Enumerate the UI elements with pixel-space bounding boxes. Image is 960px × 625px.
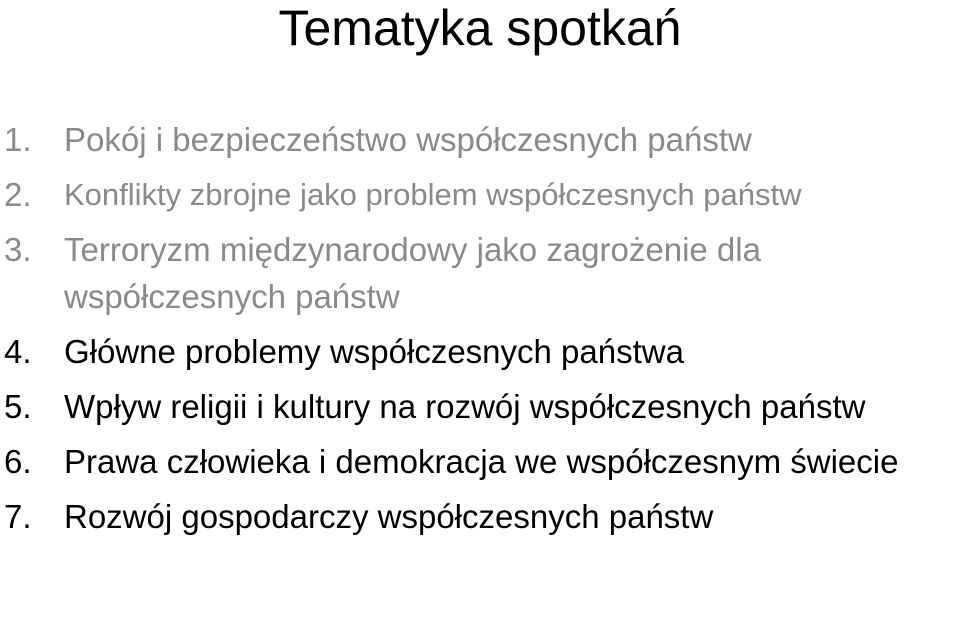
list-item-text: Terroryzm międzynarodowy jako zagrożenie dla współczesnych państw bbox=[64, 231, 761, 315]
list-item bbox=[0, 383, 960, 430]
list-item-text: Konflikty zbrojne jako problem współczesnych państw bbox=[64, 177, 802, 212]
slide-title: Tematyka spotkań bbox=[278, 0, 682, 56]
list-item-text: Główne problemy współczesnych państwa bbox=[64, 333, 684, 370]
list-item bbox=[0, 226, 960, 320]
list-item bbox=[0, 171, 960, 218]
list-item-text: Prawa człowieka i demokracja we współczesnym świecie bbox=[64, 443, 899, 480]
list-item bbox=[0, 493, 960, 540]
list-item-number: 4. bbox=[4, 333, 32, 370]
list-item-number: 6. bbox=[4, 443, 32, 480]
list-item-text: Wpływ religii i kultury na rozwój współczesnych państw bbox=[64, 388, 866, 425]
list-item bbox=[0, 328, 960, 375]
topic-list bbox=[0, 116, 960, 548]
list-item-number: 7. bbox=[4, 498, 32, 535]
list-item bbox=[0, 116, 960, 163]
list-item-number: 5. bbox=[4, 388, 32, 425]
list-item-text: Rozwój gospodarczy współczesnych państw bbox=[64, 498, 714, 535]
list-item-number: 1. bbox=[4, 121, 32, 158]
list-item bbox=[0, 438, 960, 485]
list-item-number: 2. bbox=[4, 176, 32, 213]
list-item-text: Pokój i bezpieczeństwo współczesnych państw bbox=[64, 121, 752, 158]
list-item-number: 3. bbox=[4, 231, 32, 268]
